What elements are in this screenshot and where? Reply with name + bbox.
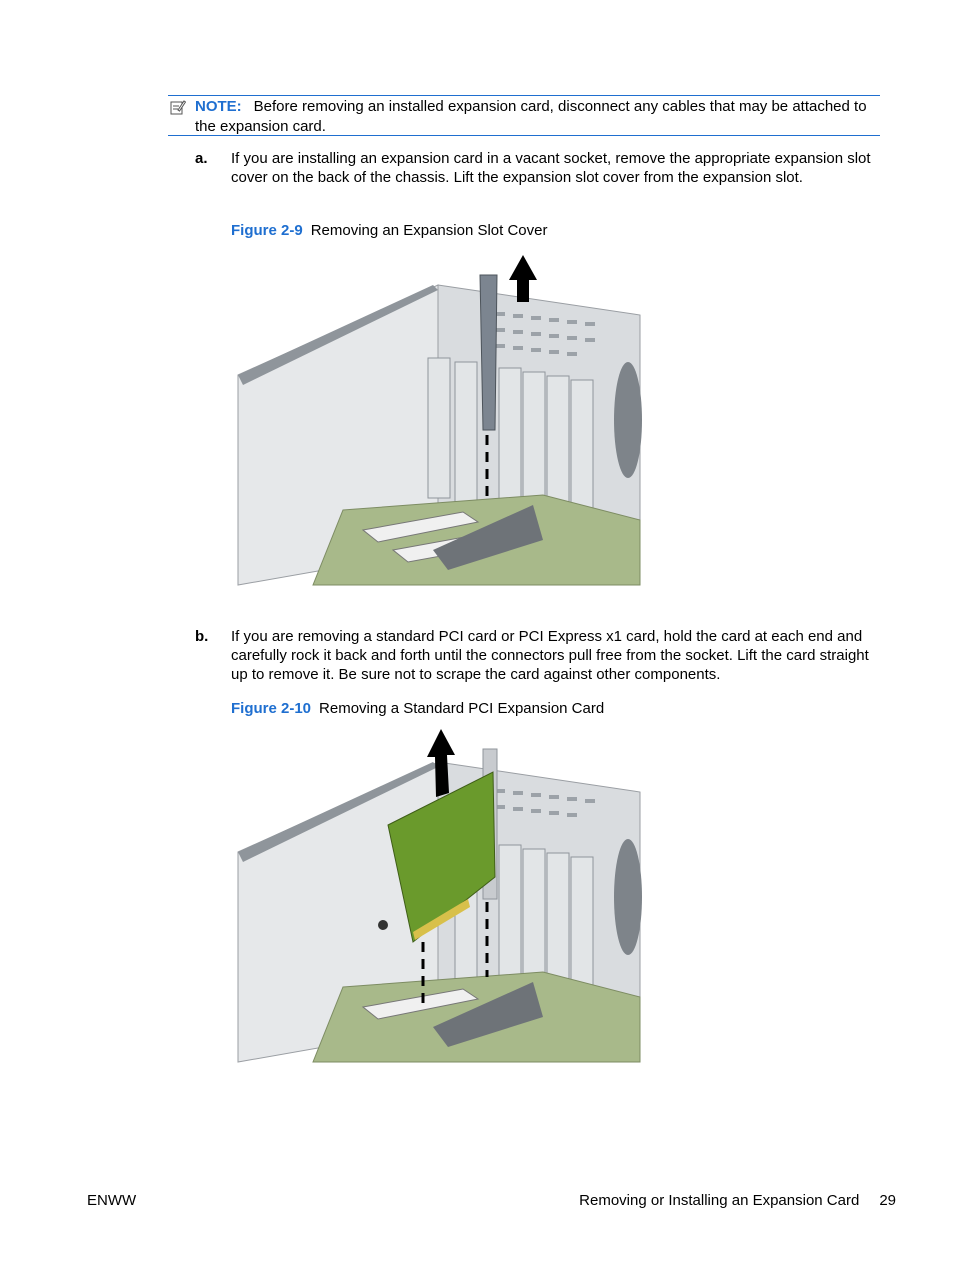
step-marker: a. <box>195 150 208 167</box>
step-text: If you are installing an expansion card in a vacant socket, remove the appropriate expansion slot cover on the back of the chassis. Lift the expansion slot cover from the expansion slot. <box>231 150 871 186</box>
page-number: 29 <box>879 1192 896 1209</box>
figure-pci-card-removal <box>233 727 643 1067</box>
note-text <box>195 97 875 137</box>
figure-title: Removing an Expansion Slot Cover <box>310 222 548 239</box>
figure-expansion-slot-cover <box>233 250 643 590</box>
footer-section-title: Removing or Installing an Expansion Card <box>579 1192 860 1209</box>
figure-number: Figure 2-10 <box>231 700 312 717</box>
note-body: Before removing an installed expansion card, disconnect any cables that may be attached to the expansion card. <box>195 98 867 135</box>
footer-left: ENWW <box>87 1192 137 1209</box>
figure-caption <box>231 699 604 718</box>
step-marker: b. <box>195 628 209 645</box>
figure-caption <box>231 221 547 240</box>
note-box <box>168 95 880 136</box>
step-text: If you are removing a standard PCI card or PCI Express x1 card, hold the card at each end and carefully rock it back and forth until the connectors pull free from the socket. Lift the card straight up to remove it. Be sure not to scrape the card against other components. <box>231 628 869 683</box>
footer-right <box>579 1192 896 1209</box>
figure-number: Figure 2-9 <box>231 222 303 239</box>
note-label: NOTE: <box>195 98 242 115</box>
figure-title: Removing a Standard PCI Expansion Card <box>319 700 605 717</box>
note-pencil-icon <box>170 99 186 115</box>
